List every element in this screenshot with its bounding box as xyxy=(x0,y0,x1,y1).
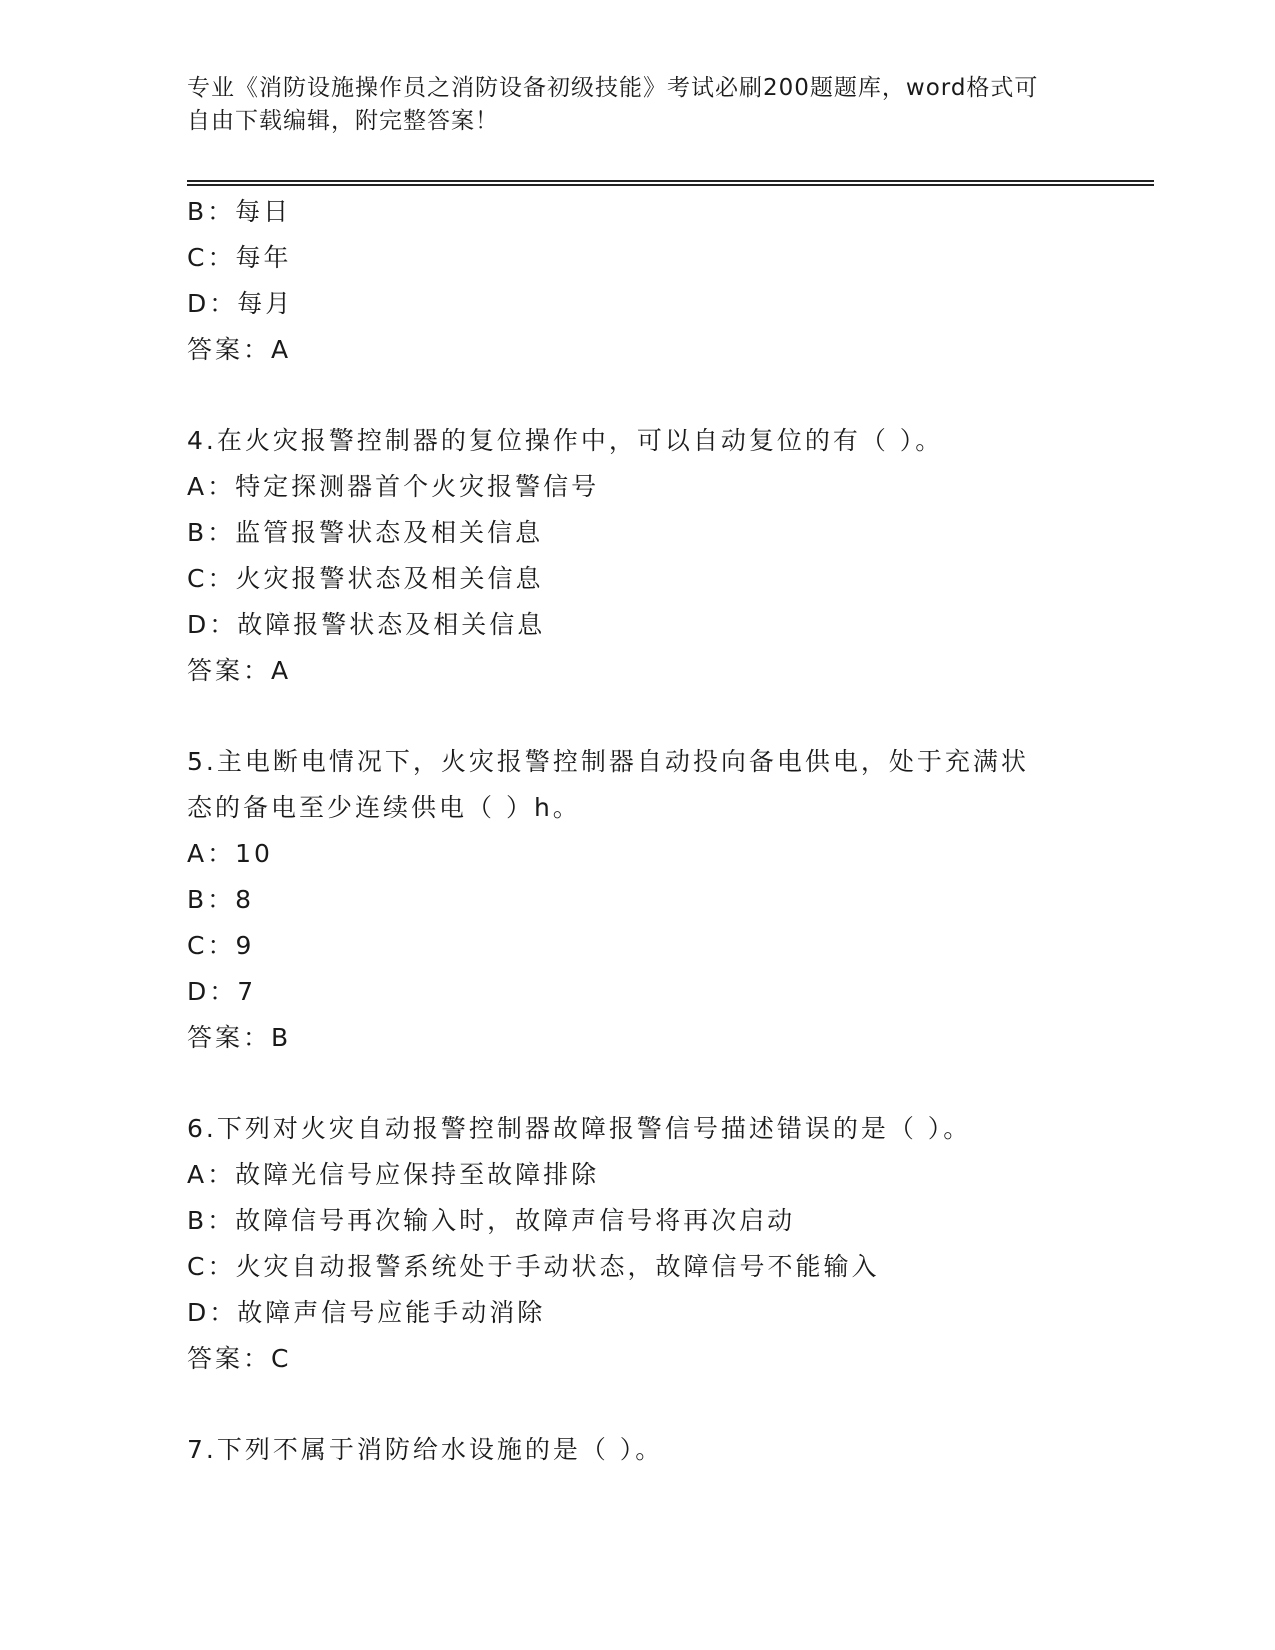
question-text: 6.下列对火灾自动报警控制器故障报警信号描述错误的是（ ）。 xyxy=(187,1114,972,1143)
question-block xyxy=(187,1106,1087,1382)
option-key: A： xyxy=(187,472,236,501)
option-text: 特定探测器首个火灾报警信号 xyxy=(235,472,600,501)
option-key: D： xyxy=(187,610,238,639)
option-key: D： xyxy=(187,289,238,318)
option-key: C： xyxy=(187,243,236,272)
option-row xyxy=(187,464,1087,510)
option-key: D： xyxy=(187,1298,238,1327)
option-row xyxy=(187,235,1087,281)
option-key: B： xyxy=(187,885,236,914)
option-text: 故障信号再次输入时，故障声信号将再次启动 xyxy=(235,1206,796,1235)
option-key: C： xyxy=(187,931,236,960)
option-row xyxy=(187,831,1087,877)
option-text: 火灾自动报警系统处于手动状态，故障信号不能输入 xyxy=(235,1252,880,1281)
option-row xyxy=(187,189,1087,235)
option-row xyxy=(187,1244,1087,1290)
option-text: 故障光信号应保持至故障排除 xyxy=(235,1160,600,1189)
option-text: 每日 xyxy=(235,197,292,226)
option-row xyxy=(187,1290,1087,1336)
question-block xyxy=(187,418,1087,694)
option-text: 火灾报警状态及相关信息 xyxy=(235,564,544,593)
option-text: 7 xyxy=(237,977,257,1006)
question-text-continued: 态的备电至少连续供电（ ）h。 xyxy=(187,793,581,822)
option-text: 每年 xyxy=(235,243,292,272)
option-row xyxy=(187,923,1087,969)
question-text: 4.在火灾报警控制器的复位操作中，可以自动复位的有（ ）。 xyxy=(187,426,944,455)
question-block xyxy=(187,739,1087,1061)
option-row xyxy=(187,602,1087,648)
option-key: B： xyxy=(187,197,236,226)
option-key: A： xyxy=(187,1160,236,1189)
header-divider-bottom xyxy=(187,184,1154,186)
question-text: 7.下列不属于消防给水设施的是（ ）。 xyxy=(187,1435,664,1464)
header-divider-top xyxy=(187,180,1154,182)
option-text: 每月 xyxy=(237,289,294,318)
option-key: C： xyxy=(187,1252,236,1281)
question-block-partial xyxy=(187,189,1087,373)
answer-line: 答案：B xyxy=(187,1023,292,1052)
option-row xyxy=(187,877,1087,923)
header-title-line-1: 专业《消防设施操作员之消防设备初级技能》考试必刷200题题库，word格式可 xyxy=(187,75,1039,101)
option-text: 故障报警状态及相关信息 xyxy=(237,610,546,639)
option-row xyxy=(187,556,1087,602)
option-row xyxy=(187,510,1087,556)
question-text: 5.主电断电情况下，火灾报警控制器自动投向备电供电，处于充满状 xyxy=(187,747,1029,776)
option-text: 10 xyxy=(235,839,273,868)
header-title-line-2: 自由下载编辑，附完整答案！ xyxy=(187,108,499,134)
option-key: B： xyxy=(187,518,236,547)
option-row xyxy=(187,1152,1087,1198)
option-key: B： xyxy=(187,1206,236,1235)
answer-line: 答案：A xyxy=(187,656,292,685)
document-header xyxy=(187,72,1067,138)
option-text: 监管报警状态及相关信息 xyxy=(235,518,544,547)
option-text: 8 xyxy=(235,885,255,914)
question-list xyxy=(187,189,1087,1473)
option-row xyxy=(187,1198,1087,1244)
option-text: 故障声信号应能手动消除 xyxy=(237,1298,546,1327)
question-block xyxy=(187,1427,1087,1473)
option-text: 9 xyxy=(235,931,255,960)
answer-line: 答案：C xyxy=(187,1344,292,1373)
option-key: D： xyxy=(187,977,238,1006)
option-key: A： xyxy=(187,839,236,868)
answer-line: 答案：A xyxy=(187,335,292,364)
option-row xyxy=(187,969,1087,1015)
option-row xyxy=(187,281,1087,327)
option-key: C： xyxy=(187,564,236,593)
